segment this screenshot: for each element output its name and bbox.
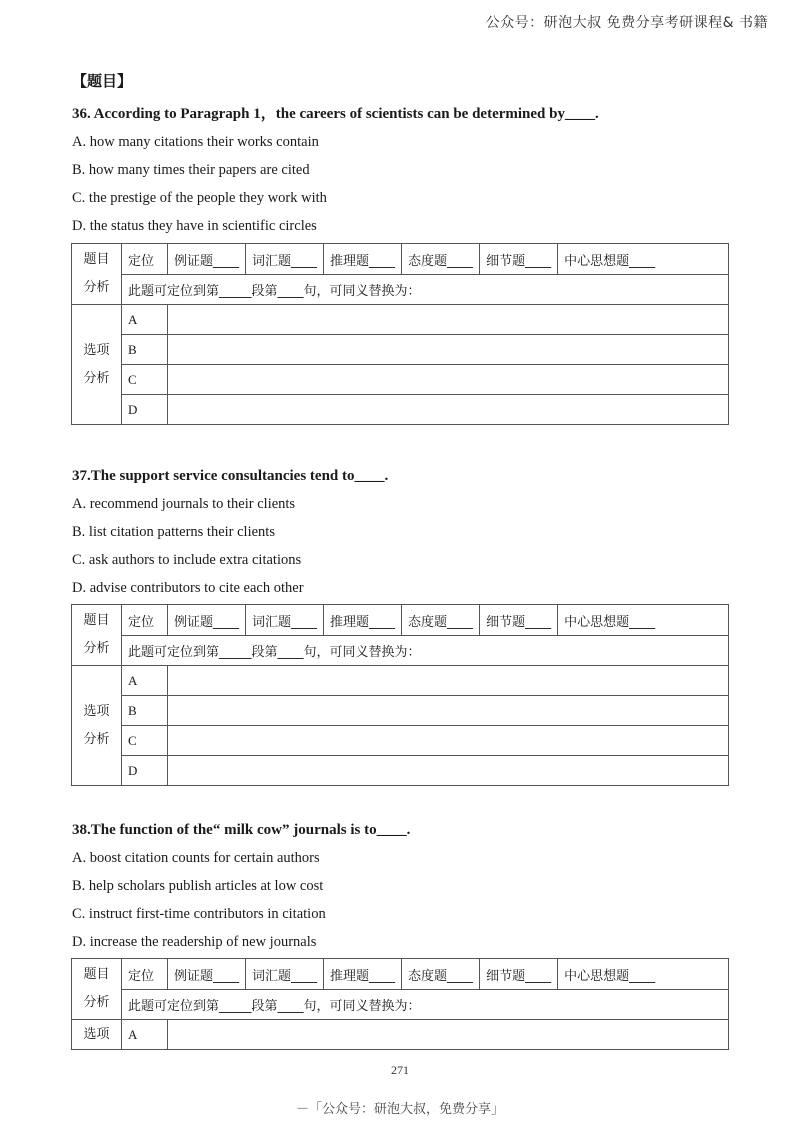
topic-analysis-label [72, 959, 122, 1020]
type-attitude[interactable]: 态度题____ [402, 244, 480, 274]
analysis-table [71, 604, 729, 786]
answer-option-a: A. how many citations their works contain [72, 134, 319, 150]
answer-option-c: C. ask authors to include extra citations [72, 552, 302, 568]
topic-label-line1: 题目 [83, 613, 110, 628]
option-letter-d: D [122, 756, 168, 786]
type-detail[interactable]: 细节题____ [480, 244, 558, 274]
analysis-table [71, 243, 729, 425]
locate-label: 定位 [122, 605, 168, 636]
type-inference[interactable]: 推理题____ [324, 605, 402, 635]
locate-label: 定位 [122, 959, 168, 990]
option-analysis-a[interactable] [168, 305, 729, 335]
option-letter-a: A [122, 305, 168, 335]
option-letter-c: C [122, 726, 168, 756]
answer-option-d: D. advise contributors to cite each other [72, 580, 304, 596]
footer-note: －「公众号：研泡大叔，免费分享」 [295, 1102, 504, 1117]
option-analysis-b[interactable] [168, 335, 729, 365]
section-title: 【题目】 [72, 72, 133, 90]
header-note: 公众号：研泡大叔 免费分享考研课程& 书籍 [485, 15, 768, 31]
question-block-37 [72, 462, 728, 786]
answer-option-a: A. boost citation counts for certain authors [72, 850, 320, 866]
answer-option-a: A. recommend journals to their clients [72, 496, 296, 512]
option-analysis-d[interactable] [168, 395, 729, 425]
option-label-line1: 选项 [83, 342, 110, 358]
question-types-cell [168, 244, 729, 275]
option-analysis-c[interactable] [168, 726, 729, 756]
answer-option-b: B. how many times their papers are cited [72, 162, 310, 178]
option-letter-a: A [122, 1020, 168, 1050]
type-detail[interactable]: 细节题____ [480, 959, 558, 989]
option-analysis-label [72, 666, 122, 786]
option-analysis-a[interactable] [168, 666, 729, 696]
option-analysis-c[interactable] [168, 365, 729, 395]
type-main-idea[interactable]: 中心思想题____ [564, 253, 656, 269]
type-main-idea[interactable]: 中心思想题____ [564, 968, 656, 984]
question-types-cell [168, 605, 729, 636]
question-types-cell [168, 959, 729, 990]
type-vocabulary[interactable]: 词汇题____ [246, 605, 324, 635]
locate-sentence[interactable]: 此题可定位到第_____段第____句，可同义替换为： [122, 275, 729, 305]
question-block-38 [72, 816, 728, 1050]
option-analysis-b[interactable] [168, 696, 729, 726]
option-analysis-d[interactable] [168, 756, 729, 786]
answer-option-b: B. help scholars publish articles at low cost [72, 878, 324, 894]
option-analysis-label [72, 1020, 122, 1050]
topic-analysis-label [72, 605, 122, 666]
option-analysis-label [72, 305, 122, 425]
question-stem: 38.The function of the“ milk cow” journals is to____. [72, 822, 411, 838]
type-inference[interactable]: 推理题____ [324, 244, 402, 274]
type-example[interactable]: 例证题____ [168, 959, 246, 989]
topic-label-line2: 分析 [83, 280, 110, 295]
answer-option-c: C. the prestige of the people they work with [72, 190, 327, 206]
option-label-line1: 选项 [83, 1026, 110, 1042]
type-attitude[interactable]: 态度题____ [402, 605, 480, 635]
locate-label: 定位 [122, 244, 168, 275]
page-number: 271 [391, 1063, 409, 1077]
option-label-line2: 分析 [83, 731, 110, 747]
type-inference[interactable]: 推理题____ [324, 959, 402, 989]
type-main-idea[interactable]: 中心思想题____ [564, 614, 656, 630]
option-letter-c: C [122, 365, 168, 395]
option-letter-a: A [122, 666, 168, 696]
topic-analysis-label [72, 244, 122, 305]
type-detail[interactable]: 细节题____ [480, 605, 558, 635]
type-example[interactable]: 例证题____ [168, 244, 246, 274]
answer-option-c: C. instruct first-time contributors in citation [72, 906, 326, 922]
option-letter-d: D [122, 395, 168, 425]
option-analysis-a[interactable] [168, 1020, 729, 1050]
topic-label-line2: 分析 [83, 641, 110, 656]
topic-label-line1: 题目 [83, 967, 110, 982]
option-letter-b: B [122, 335, 168, 365]
locate-sentence[interactable]: 此题可定位到第_____段第____句，可同义替换为： [122, 990, 729, 1020]
topic-label-line1: 题目 [83, 252, 110, 267]
answer-option-d: D. increase the readership of new journals [72, 934, 317, 950]
answer-option-b: B. list citation patterns their clients [72, 524, 275, 540]
analysis-table [71, 958, 729, 1050]
question-block-36 [72, 100, 728, 425]
type-attitude[interactable]: 态度题____ [402, 959, 480, 989]
option-label-line2: 分析 [83, 370, 110, 386]
question-stem: 36. According to Paragraph 1，the careers of scientists can be determined by____. [72, 106, 599, 122]
type-example[interactable]: 例证题____ [168, 605, 246, 635]
type-vocabulary[interactable]: 词汇题____ [246, 959, 324, 989]
question-stem: 37.The support service consultancies tend to____. [72, 468, 389, 484]
topic-label-line2: 分析 [83, 995, 110, 1010]
option-label-line1: 选项 [83, 703, 110, 719]
option-letter-b: B [122, 696, 168, 726]
answer-option-d: D. the status they have in scientific circles [72, 218, 317, 234]
type-vocabulary[interactable]: 词汇题____ [246, 244, 324, 274]
locate-sentence[interactable]: 此题可定位到第_____段第____句，可同义替换为： [122, 636, 729, 666]
